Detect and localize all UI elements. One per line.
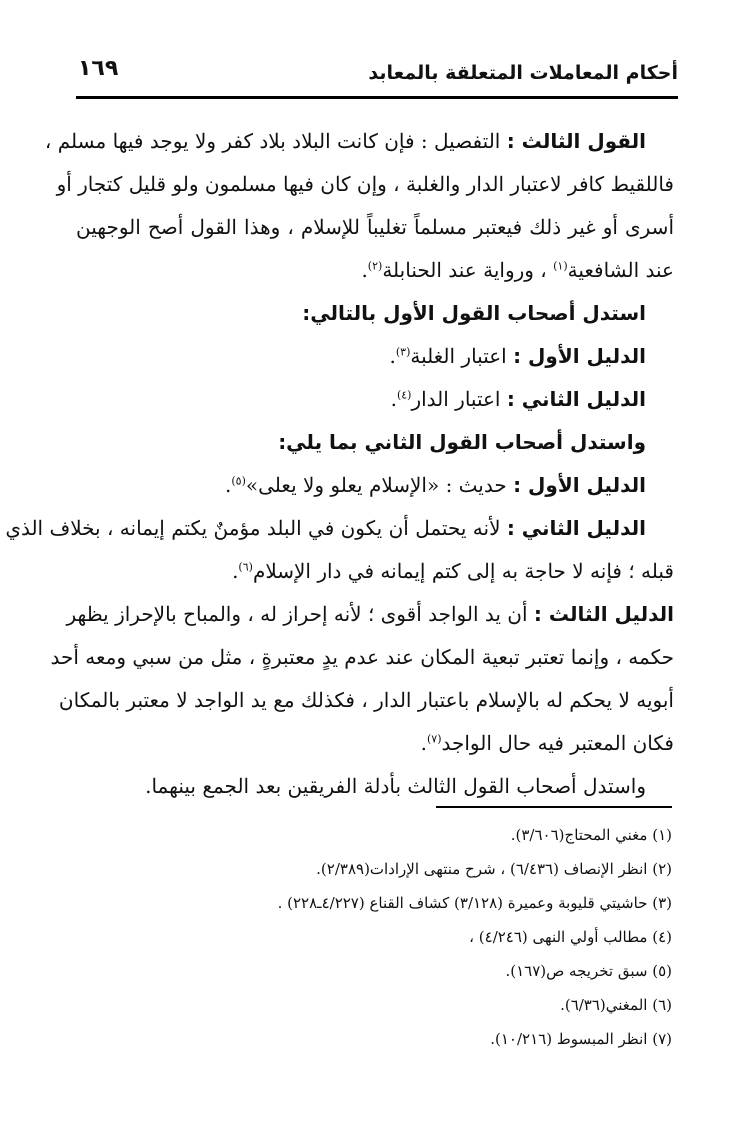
text-run: . xyxy=(389,344,396,368)
evidence-item xyxy=(76,335,674,378)
paragraph-line xyxy=(44,120,674,163)
header-rule xyxy=(76,96,678,99)
text-run: اعتبار الدار xyxy=(411,387,507,411)
text-run: فكان المعتبر فيه حال الواجد xyxy=(441,731,674,755)
footnote: (٦) المغني(٦/٣٦). xyxy=(560,996,672,1014)
closing-paragraph: واستدل أصحاب القول الثالث بأدلة الفريقين بعد الجمع بينهما. xyxy=(145,774,646,798)
evidence-item xyxy=(76,378,674,421)
text-run: عند الشافعية xyxy=(567,258,674,282)
evidence-label: الدليل الثاني : xyxy=(506,387,646,411)
text-run: ، ورواية عند الحنابلة xyxy=(382,258,554,282)
evidence-item xyxy=(5,507,674,550)
footnote: (٢) انظر الإنصاف (٦/٤٣٦) ، شرح منتهى الإرادات(٢/٣٨٩). xyxy=(316,860,672,878)
footnote: (٥) سبق تخريجه ص(١٦٧). xyxy=(505,962,672,980)
paragraph-line xyxy=(50,636,674,679)
evidence-label: الدليل الأول : xyxy=(513,473,646,497)
footnote: (٧) انظر المبسوط (١٠/٢١٦). xyxy=(490,1030,672,1048)
footnote-ref: (١) xyxy=(553,259,568,273)
text-run: . xyxy=(232,559,239,583)
text-run: قبله ؛ فإنه لا حاجة به إلى كتم إيمانه في دار الإسلام xyxy=(252,559,674,583)
text-run: . xyxy=(420,731,427,755)
footnote-ref: (٣) xyxy=(395,345,411,359)
paragraph-line xyxy=(76,550,674,593)
paragraph-line xyxy=(76,722,674,765)
footnote-ref: (٤) xyxy=(396,388,412,402)
paragraph-line xyxy=(58,679,674,722)
footnotes xyxy=(120,818,672,1056)
text-run: التفصيل : فإن كانت البلاد بلاد كفر ولا يوجد فيها مسلم ، xyxy=(44,129,507,153)
text-run: . xyxy=(225,473,232,497)
text-run: أبويه لا يحكم له بالإسلام باعتبار الدار ، فكذلك مع يد الواجد لا معتبر بالمكان xyxy=(58,688,674,712)
evidence-item xyxy=(76,464,674,507)
text-run: . xyxy=(390,387,397,411)
page-number: ١٦٩ xyxy=(78,56,119,81)
text-run: حكمه ، وإنما تعتبر تبعية المكان عند عدم يدٍ معتبرةٍ ، مثل من سبي ومعه أحد xyxy=(50,645,674,669)
paragraph-label: القول الثالث : xyxy=(506,129,646,153)
text-run: حديث : «الإسلام يعلو ولا يعلى» xyxy=(245,473,514,497)
text-run: أسرى أو غير ذلك فيعتبر مسلماً تغليباً للإسلام ، وهذا القول أصح الوجهين xyxy=(76,215,674,239)
footnote-ref: (٥) xyxy=(231,474,246,488)
footnote-ref: (٦) xyxy=(238,560,253,574)
running-header xyxy=(76,52,678,96)
text-run: أن يد الواجد أقوى ؛ لأنه إحراز له ، والمباح بالإحراز يظهر xyxy=(66,602,534,626)
footnote-ref: (٧) xyxy=(426,732,442,746)
paragraph-line xyxy=(76,206,674,249)
text-run: فاللقيط كافر لاعتبار الدار والغلبة ، وإن كان فيها مسلمون ولو قليل كتجار أو xyxy=(56,172,674,196)
text-run: لأنه يحتمل أن يكون في البلد مؤمنٌ يكتم إيمانه ، بخلاف الذي xyxy=(5,516,507,540)
footnote-ref: (٢) xyxy=(367,259,383,273)
main-text xyxy=(5,120,674,808)
paragraph-line xyxy=(76,249,674,292)
evidence-label: الدليل الثاني : xyxy=(506,516,646,540)
footnote: (١) مغني المحتاج(٣/٦٠٦). xyxy=(510,826,672,844)
evidence-label: الدليل الأول : xyxy=(513,344,646,368)
footnote-separator xyxy=(436,806,672,808)
footnote: (٣) حاشيتي قليوبة وعميرة (٣/١٢٨) كشاف القناع (٤/٢٢٧ـ٢٢٨) . xyxy=(277,894,672,912)
footnote: (٤) مطالب أولي النهى (٤/٢٤٦) ، xyxy=(469,928,672,946)
text-run: . xyxy=(361,258,368,282)
text-run: اعتبار الغلبة xyxy=(410,344,514,368)
section-heading: واستدل أصحاب القول الثاني بما يلي: xyxy=(278,430,646,454)
evidence-item xyxy=(66,593,674,636)
paragraph-line xyxy=(56,163,674,206)
evidence-label: الدليل الثالث : xyxy=(533,602,674,626)
section-heading: استدل أصحاب القول الأول بالتالي: xyxy=(302,301,646,325)
running-title: أحكام المعاملات المتعلقة بالمعابد xyxy=(368,62,678,84)
